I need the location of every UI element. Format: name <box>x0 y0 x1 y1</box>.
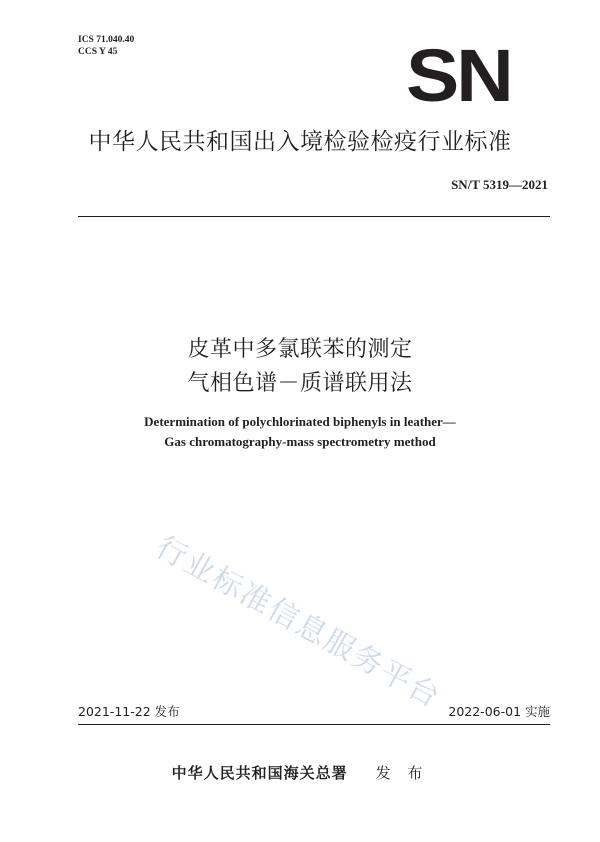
organization-title: 中华人民共和国出入境检验检疫行业标准 <box>88 129 512 155</box>
issuer-action: 发 布 <box>375 764 429 782</box>
implement-date: 2022-06-01 实施 <box>448 704 550 719</box>
chinese-title-line2: 气相色谱－质谱联用法 <box>187 371 413 396</box>
issuer-name: 中华人民共和国海关总署 <box>171 764 348 782</box>
sn-logo: SN <box>406 34 511 117</box>
issuer <box>0 762 600 783</box>
standard-number: SN/T 5319—2021 <box>451 177 548 192</box>
bottom-divider <box>78 724 550 725</box>
english-title-line1: Determination of polychlorinated biphenyls in leather— <box>144 414 456 429</box>
top-divider <box>78 216 550 217</box>
publish-date: 2021-11-22 发布 <box>78 704 180 719</box>
watermark: 行业标准信息服务平台 <box>149 529 447 716</box>
ccs-code: CCS Y 45 <box>78 47 118 57</box>
classification-codes <box>78 34 134 58</box>
english-title-line2: Gas chromatography-mass spectrometry method <box>164 434 436 449</box>
ics-code: ICS 71.040.40 <box>78 35 135 45</box>
chinese-title-line1: 皮革中多氯联苯的测定 <box>187 337 413 362</box>
